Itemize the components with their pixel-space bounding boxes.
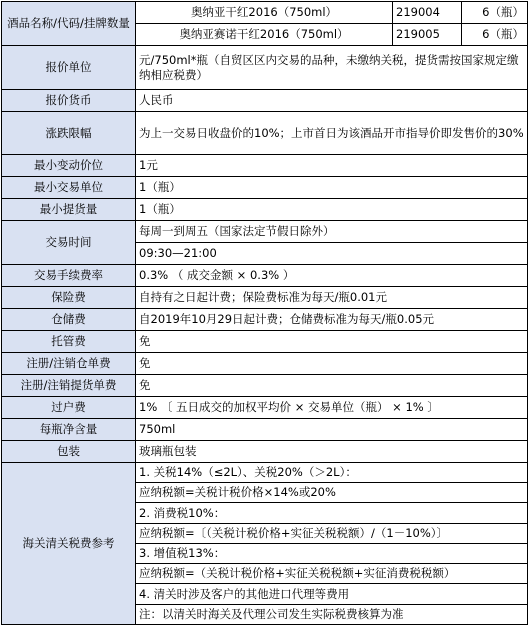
trading-hours: 09:30—21:00 (136, 243, 528, 265)
row-value: 0.3% （ 成交金额 × 0.3% ） (136, 265, 528, 287)
customs-line: 4. 清关时涉及客户的其他进口代理等费用 (136, 584, 528, 605)
row-value: 自2019年10月29日起计费；仓储费标准为每天/瓶0.05元 (136, 309, 528, 331)
customs-line: 2. 消费税10%： (136, 503, 528, 524)
storage-row (2, 309, 528, 331)
warehouse-receipt-row (2, 353, 528, 375)
trading-time-row (2, 221, 528, 243)
row-label: 托管费 (2, 331, 136, 353)
row-label: 每瓶净含量 (2, 419, 136, 441)
row-label: 最小交易单位 (2, 177, 136, 199)
product-name: 奥纳亚赛诺干红2016（750ml） (136, 24, 393, 46)
row-label: 最小变动价位 (2, 155, 136, 177)
wine-spec-table (1, 1, 528, 625)
row-label: 保险费 (2, 287, 136, 309)
product-qty: 6（瓶） (462, 2, 528, 24)
row-label: 涨跌限幅 (2, 112, 136, 155)
price-limit-row (2, 112, 528, 155)
delivery-note-row (2, 375, 528, 397)
product-code: 219005 (393, 24, 462, 46)
row-label: 仓储费 (2, 309, 136, 331)
customs-line: 应纳税额=〔（关税计税价格+实征关税税额）/（1－10%）〕 (136, 524, 528, 544)
min-delivery-row (2, 199, 528, 221)
row-value: 750ml (136, 419, 528, 441)
row-value: 自持有之日起计费；保险费标准为每天/瓶0.01元 (136, 287, 528, 309)
transfer-fee-row (2, 397, 528, 419)
customs-row (2, 463, 528, 483)
min-tick-row (2, 155, 528, 177)
row-value: 1% 〔 五日成交的加权平均价 × 交易单位（瓶） × 1% 〕 (136, 397, 528, 419)
customs-line: 应纳税额=关税计税价格×14%或20% (136, 483, 528, 503)
min-trade-unit-row (2, 177, 528, 199)
currency-row (2, 90, 528, 112)
packaging-row (2, 441, 528, 463)
quote-unit-row (2, 46, 528, 90)
customs-label: 海关清关税费参考 (2, 463, 136, 625)
row-value: 人民币 (136, 90, 528, 112)
row-value: 1（瓶） (136, 199, 528, 221)
row-label: 过户费 (2, 397, 136, 419)
customs-line: 注：以清关时海关及代理公司发生实际税费核算为准 (136, 605, 528, 625)
customs-line: 应纳税额=（关税计税价格+实征关税税额+实征消费税税额） (136, 564, 528, 584)
product-row (2, 2, 528, 24)
row-label: 报价货币 (2, 90, 136, 112)
row-value: 为上一交易日收盘价的10%；上市首日为该酒品开市指导价即发售价的30% (136, 112, 528, 155)
row-label: 注册/注销提货单费 (2, 375, 136, 397)
row-label: 最小提货量 (2, 199, 136, 221)
trading-time-label: 交易时间 (2, 221, 136, 265)
row-value: 元/750ml*瓶（自贸区区内交易的品种，未缴纳关税，提货需按国家规定缴纳相应税费） (136, 46, 528, 90)
customs-line: 1. 关税14%（≤2L）、关税20%（＞2L）： (136, 463, 528, 483)
trading-days: 每周一到周五（国家法定节假日除外） (136, 221, 528, 243)
row-label: 包装 (2, 441, 136, 463)
row-label: 注册/注销仓单费 (2, 353, 136, 375)
net-content-row (2, 419, 528, 441)
row-value: 免 (136, 375, 528, 397)
insurance-row (2, 287, 528, 309)
row-value: 1元 (136, 155, 528, 177)
row-value: 免 (136, 353, 528, 375)
row-label: 报价单位 (2, 46, 136, 90)
product-name: 奥纳亚干红2016（750ml） (136, 2, 393, 24)
row-value: 1（瓶） (136, 177, 528, 199)
row-label: 交易手续费率 (2, 265, 136, 287)
product-code: 219004 (393, 2, 462, 24)
row-value: 免 (136, 331, 528, 353)
fee-rate-row (2, 265, 528, 287)
custody-row (2, 331, 528, 353)
customs-line: 3. 增值税13%： (136, 544, 528, 564)
row-value: 玻璃瓶包装 (136, 441, 528, 463)
product-qty: 6（瓶） (462, 24, 528, 46)
product-label: 酒品名称/代码/挂牌数量 (2, 2, 136, 46)
